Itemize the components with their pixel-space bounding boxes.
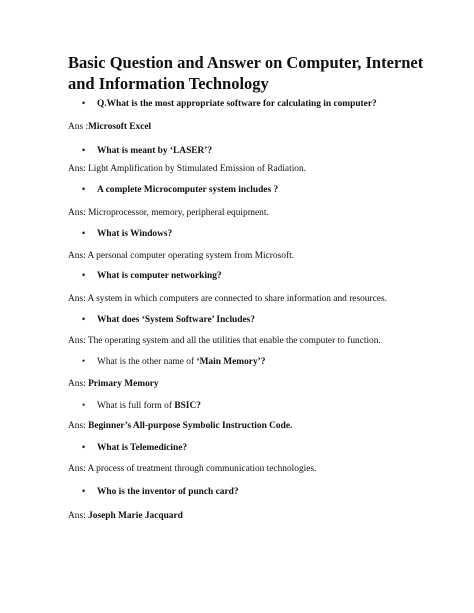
answer-text: Primary Memory — [88, 379, 159, 389]
answer-text: Light Amplification by Stimulated Emission of Radiation. — [88, 164, 307, 174]
question-item — [82, 442, 187, 453]
answer-prefix: Ans: — [68, 294, 88, 304]
question-item — [82, 314, 255, 325]
answer-prefix: Ans : — [68, 122, 89, 132]
answer-prefix: Ans: — [68, 379, 89, 389]
page-title: Basic Question and Answer on Computer, Internet and Information Technology — [68, 53, 424, 93]
question-item — [82, 486, 239, 497]
question-item — [82, 98, 377, 109]
answer-item — [68, 208, 269, 218]
bullet-icon: • — [82, 270, 86, 280]
bullet-icon: • — [82, 184, 86, 194]
answer-item — [68, 511, 183, 521]
bullet-icon: • — [82, 400, 86, 410]
question-text: What is computer networking? — [97, 271, 222, 281]
question-item — [82, 228, 172, 239]
answer-prefix: Ans: — [68, 464, 88, 474]
question-item — [82, 400, 201, 411]
bullet-icon: • — [82, 356, 86, 366]
answer-prefix: Ans: — [68, 336, 88, 346]
answer-text: Beginner’s All-purpose Symbolic Instruction Code. — [88, 421, 293, 431]
answer-prefix: Ans: — [68, 511, 89, 521]
answer-item — [68, 464, 316, 474]
bullet-icon: • — [82, 98, 86, 108]
bullet-icon: • — [82, 442, 86, 452]
answer-text: Joseph Marie Jacquard — [88, 511, 183, 521]
answer-prefix: Ans: — [68, 421, 89, 431]
answer-prefix: Ans: — [68, 251, 88, 261]
answer-text: A personal computer operating system from Microsoft. — [87, 251, 295, 261]
question-text: What is Windows? — [97, 229, 173, 239]
question-text-bold: BSIC? — [174, 401, 201, 411]
question-item — [82, 184, 278, 195]
question-text-bold: ‘Main Memory’? — [196, 357, 266, 367]
question-text: What is Telemedicine? — [97, 443, 188, 453]
answer-item — [68, 379, 159, 389]
question-text: What is the other name of — [97, 357, 197, 367]
answer-text: Microsoft Excel — [88, 122, 152, 132]
question-item — [82, 145, 212, 156]
question-text: What is meant by ‘LASER’? — [97, 146, 213, 156]
bullet-icon: • — [82, 314, 86, 324]
question-text: Who is the inventor of punch card? — [97, 487, 239, 497]
bullet-icon: • — [82, 228, 86, 238]
question-item — [82, 270, 222, 281]
question-text: What is full form of — [97, 401, 175, 411]
answer-item — [68, 122, 151, 132]
answer-item — [68, 294, 387, 304]
question-text: A complete Microcomputer system includes ? — [97, 185, 279, 195]
answer-prefix: Ans: — [68, 164, 89, 174]
answer-item — [68, 336, 381, 346]
answer-text: A system in which computers are connected to share information and resources. — [87, 294, 387, 304]
question-item — [82, 356, 265, 367]
answer-prefix: Ans: — [68, 208, 89, 218]
question-text: Q.What is the most appropriate software for calculating in computer? — [97, 99, 377, 109]
bullet-icon: • — [82, 486, 86, 496]
answer-item — [68, 421, 292, 431]
answer-item — [68, 251, 294, 261]
answer-item — [68, 164, 306, 174]
answer-text: The operating system and all the utilities that enable the computer to function. — [87, 336, 381, 346]
bullet-icon: • — [82, 145, 86, 155]
question-text: What does ‘System Software’ Includes? — [97, 315, 255, 325]
answer-text: A process of treatment through communication technologies. — [87, 464, 317, 474]
answer-text: Microprocessor, memory, peripheral equipment. — [88, 208, 269, 218]
